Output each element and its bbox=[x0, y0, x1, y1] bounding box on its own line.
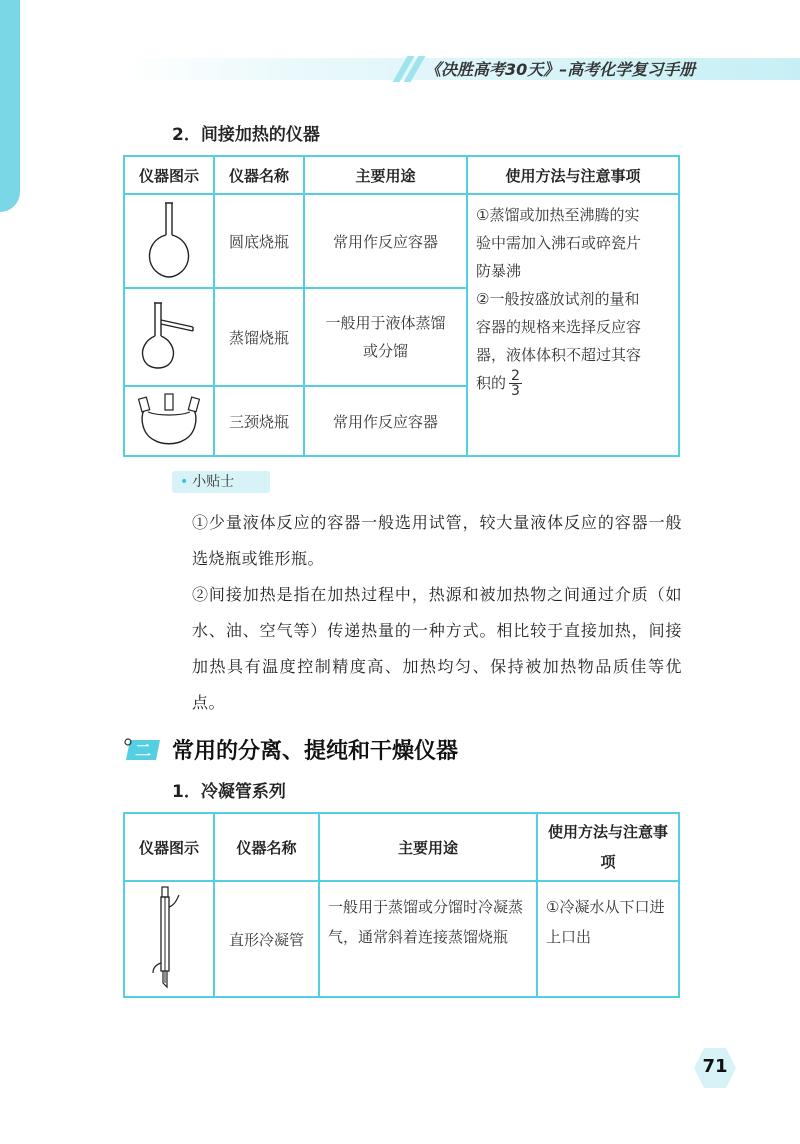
instrument-use-line: 或分馏 bbox=[362, 342, 408, 360]
table-header-row bbox=[124, 156, 679, 194]
usage-note-line: ①蒸馏或加热至沸腾的实 bbox=[476, 206, 640, 224]
instrument-image-cell bbox=[124, 881, 214, 997]
table-row bbox=[124, 881, 679, 997]
instrument-use-line: 一般用于液体蒸馏 bbox=[325, 314, 446, 332]
usage-note-line: ②一般按盛放试剂的量和 bbox=[476, 290, 640, 308]
instrument-name: 直形冷凝管 bbox=[214, 881, 319, 997]
usage-note-line: 验中需加入沸石或碎瓷片 bbox=[476, 234, 642, 252]
tips-paragraph: ①少量液体反应的容器一般选用试管，较大量液体反应的容器一般选烧瓶或锥形瓶。 bbox=[192, 513, 682, 568]
fraction-denominator: 3 bbox=[511, 383, 520, 399]
tips-content bbox=[192, 505, 682, 721]
usage-notes-cell bbox=[467, 194, 679, 456]
section-heading-indirect-heating: 2．间接加热的仪器 bbox=[172, 125, 320, 145]
usage-note-text: 积的 bbox=[476, 374, 507, 392]
fraction bbox=[509, 369, 522, 398]
column-header: 使用方法与注意事项 bbox=[537, 813, 679, 881]
column-header: 仪器图示 bbox=[124, 156, 214, 194]
column-header: 仪器图示 bbox=[124, 813, 214, 881]
usage-note-line: 容器的规格来选择反应容 bbox=[476, 318, 642, 336]
round-bottom-flask-icon bbox=[144, 199, 194, 279]
instrument-use: 常用作反应容器 bbox=[304, 194, 467, 288]
straight-condenser-icon bbox=[149, 885, 189, 989]
bullet-dot-icon: • bbox=[180, 474, 189, 490]
usage-note-line: 防暴沸 bbox=[476, 262, 522, 280]
book-title: 《决胜高考30天》–高考化学复习手册 bbox=[425, 60, 696, 79]
section-title: 常用的分离、提纯和干燥仪器 bbox=[172, 739, 459, 764]
usage-note-line: 器，液体体积不超过其容 bbox=[476, 346, 642, 364]
column-header: 主要用途 bbox=[304, 156, 467, 194]
tips-label-text: 小贴士 bbox=[192, 474, 235, 490]
instrument-image-cell bbox=[124, 288, 214, 386]
distillation-flask-icon bbox=[139, 300, 199, 370]
instrument-name: 三颈烧瓶 bbox=[214, 386, 304, 456]
condenser-table bbox=[123, 812, 680, 998]
fraction-numerator: 2 bbox=[511, 368, 520, 384]
indirect-heating-table bbox=[123, 155, 680, 457]
column-header: 主要用途 bbox=[319, 813, 537, 881]
page-number: 71 bbox=[702, 1056, 728, 1077]
section-number: 二 bbox=[134, 741, 152, 760]
table-row bbox=[124, 194, 679, 288]
side-tab-decoration bbox=[0, 0, 20, 212]
section-number-badge bbox=[124, 736, 160, 762]
instrument-use bbox=[304, 288, 467, 386]
column-header: 使用方法与注意事项 bbox=[467, 156, 679, 194]
table-header-row bbox=[124, 813, 679, 881]
tips-label bbox=[172, 471, 270, 493]
instrument-image-cell bbox=[124, 194, 214, 288]
instrument-name: 圆底烧瓶 bbox=[214, 194, 304, 288]
instrument-use: 一般用于蒸馏或分馏时冷凝蒸气，通常斜着连接蒸馏烧瓶 bbox=[319, 881, 537, 997]
three-neck-flask-icon bbox=[134, 390, 204, 448]
usage-note-line-fraction bbox=[476, 369, 670, 398]
usage-notes-cell: ①冷凝水从下口进上口出 bbox=[537, 881, 679, 997]
section-heading-condenser: 1．冷凝管系列 bbox=[172, 782, 286, 802]
instrument-name: 蒸馏烧瓶 bbox=[214, 288, 304, 386]
column-header: 仪器名称 bbox=[214, 156, 304, 194]
instrument-image-cell bbox=[124, 386, 214, 456]
tips-paragraph: ②间接加热是指在加热过程中，热源和被加热物之间通过介质（如水、油、空气等）传递热量的一种方式。相比较于直接加热，间接加热具有温度控制精度高、加热均匀、保持被加热物品质佳等优点。 bbox=[192, 585, 682, 712]
column-header: 仪器名称 bbox=[214, 813, 319, 881]
instrument-use: 常用作反应容器 bbox=[304, 386, 467, 456]
